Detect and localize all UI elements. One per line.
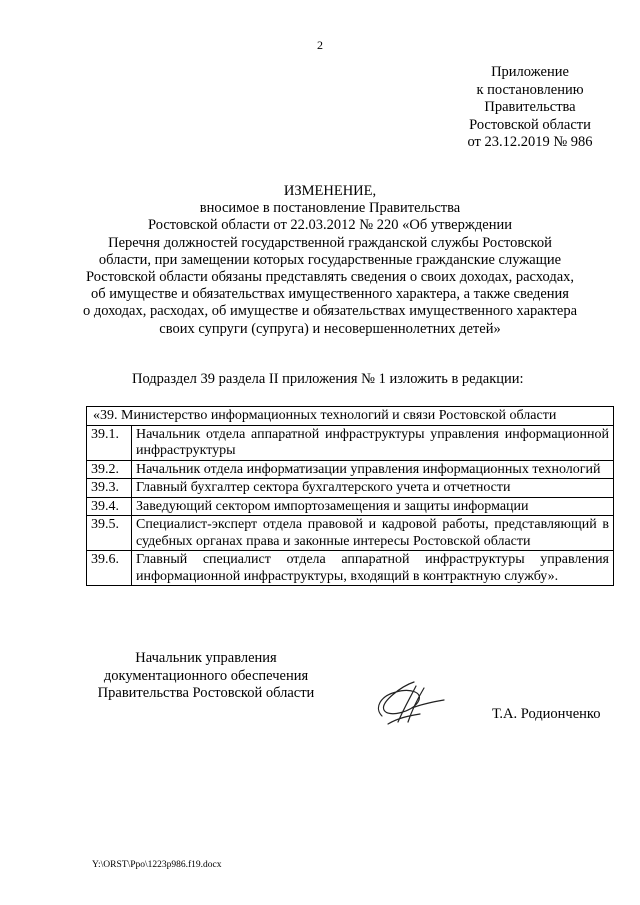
table-row [87,516,614,551]
positions-table [86,406,614,586]
row-text: Начальник отдела информатизации управления информационных технологий [132,460,614,479]
row-number: 39.6. [87,551,132,586]
title-line: ИЗМЕНЕНИЕ, [283,183,377,199]
title-line: области, при замещении которых государственные гражданские служащие [98,251,562,268]
appendix-line: Ростовской области [469,116,591,133]
signatory-position [88,650,324,703]
row-number: 39.4. [87,497,132,516]
title-line: Перечня должностей государственной гражданской службы Ростовской [108,234,552,251]
row-text: Специалист-эксперт отдела правовой и кадровой работы, представляющий в судебных органах права и законные интересы Ростовской области [132,516,614,551]
position-line: Начальник управления [135,650,277,666]
table-row [87,497,614,516]
table-row [87,460,614,479]
page-number: 2 [317,38,323,52]
position-line: Правительства Ростовской области [97,685,315,701]
appendix-line: к постановлению [476,81,584,98]
row-number: 39.1. [87,425,132,460]
title-line: о доходах, расходах, об имуществе и обязательствах имущественного характера [82,303,578,320]
title-line: об имуществе и обязательствах имущественного характера, а также сведения [91,286,569,303]
table-header: «39. Министерство информационных технологий и связи Ростовской области [87,407,614,426]
row-text: Начальник отдела аппаратной инфраструктуры управления информационной инфраструктуры [132,425,614,460]
row-text: Заведующий сектором импортозамещения и защиты информации [132,497,614,516]
handwritten-signature [368,678,450,728]
title-line: Ростовской области от 22.03.2012 № 220 «Об утверждении [148,217,512,234]
appendix-line: от 23.12.2019 № 986 [467,134,593,150]
title-line: Ростовской области обязаны представлять сведения о своих доходах, расходах, [85,269,575,286]
table-row [87,425,614,460]
appendix-line: Приложение [491,64,569,80]
row-number: 39.3. [87,479,132,498]
table-row [87,551,614,586]
row-number: 39.5. [87,516,132,551]
footer-file-path: Y:\ORST\Ppo\1223p986.f19.docx [92,860,222,870]
row-number: 39.2. [87,460,132,479]
intro-paragraph: Подраздел 39 раздела II приложения № 1 изложить в редакции: [132,371,524,387]
table-header-row [87,407,614,426]
row-text: Главный специалист отдела аппаратной инфраструктуры управления информационной инфраструктуры, входящий в контрактную службу». [132,551,614,586]
appendix-line: Правительства [484,99,576,115]
row-text: Главный бухгалтер сектора бухгалтерского учета и отчетности [132,479,614,498]
document-title [70,183,590,338]
table-row [87,479,614,498]
position-line: документационного обеспечения [103,667,309,684]
title-line: своих супруги (супруга) и несовершеннолетних детей» [159,320,501,337]
appendix-block [430,64,630,152]
signatory-name: Т.А. Родионченко [492,706,601,722]
title-line: вносимое в постановление Правительства [199,200,461,217]
